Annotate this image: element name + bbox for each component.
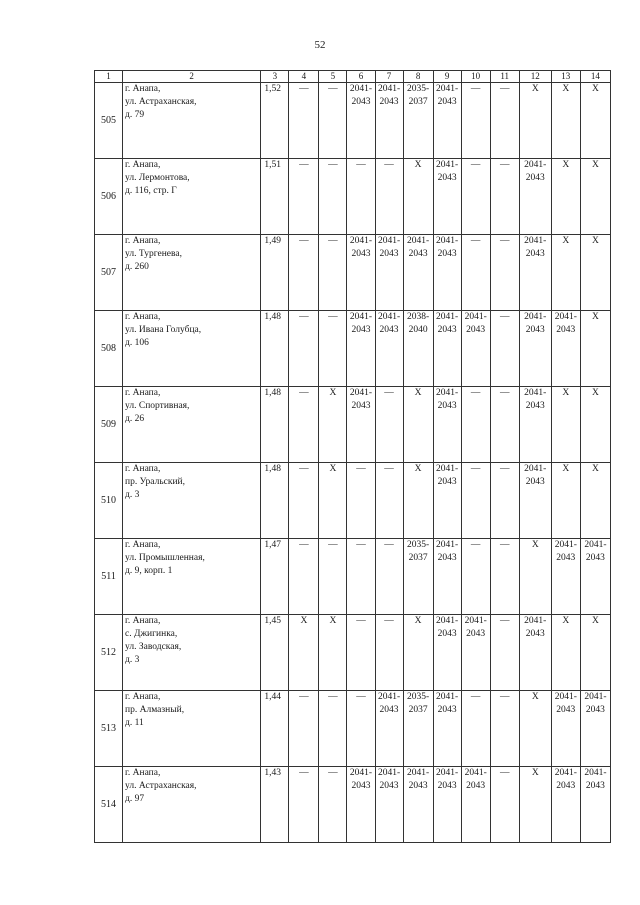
schedule-cell: 2041- 2043 [461,311,490,387]
schedule-cell: — [490,767,519,843]
schedule-cell: — [319,539,347,615]
schedule-cell: 2041- 2043 [519,463,551,539]
schedule-cell: — [347,463,375,539]
schedule-cell: X [580,159,610,235]
row-number: 508 [95,311,123,387]
address-line: ул. Заводская, [125,642,182,652]
address-line: ул. Ивана Голубца, [125,325,202,335]
schedule-cell: 2041- 2043 [551,539,580,615]
address-line: с. Джигинка, [125,629,178,639]
schedule-cell: 2041- 2043 [347,387,375,463]
schedule-cell: 2041- 2043 [519,387,551,463]
capital-repair-schedule-table [94,70,611,843]
schedule-cell: — [289,83,319,159]
schedule-cell: X [403,387,433,463]
address-line: д. 3 [125,490,140,500]
row-number: 505 [95,83,123,159]
area-cell: 1,49 [261,235,289,311]
schedule-cell: 2041- 2043 [347,767,375,843]
address-line: г. Анапа, [125,768,161,778]
address-line: д. 9, корп. 1 [125,566,173,576]
area-cell: 1,47 [261,539,289,615]
address-line: ул. Астраханская, [125,97,197,107]
schedule-cell: — [461,235,490,311]
column-number: 7 [375,71,403,83]
address-cell [123,159,261,235]
schedule-cell: — [461,539,490,615]
address-line: д. 79 [125,110,145,120]
schedule-cell: 2041- 2043 [375,235,403,311]
address-line: д. 3 [125,655,140,665]
schedule-cell: 2041- 2043 [433,767,461,843]
table-row [95,235,611,311]
schedule-cell: 2041- 2043 [347,235,375,311]
schedule-cell: X [580,463,610,539]
schedule-cell: 2041- 2043 [551,767,580,843]
schedule-cell: 2038- 2040 [403,311,433,387]
schedule-cell: X [403,159,433,235]
schedule-cell: — [319,159,347,235]
schedule-cell: 2041- 2043 [433,311,461,387]
schedule-cell: — [490,311,519,387]
schedule-cell: — [289,235,319,311]
schedule-cell: 2041- 2043 [375,311,403,387]
column-number: 8 [403,71,433,83]
address-line: ул. Спортивная, [125,401,190,411]
column-number: 12 [519,71,551,83]
schedule-cell: 2041- 2043 [433,83,461,159]
area-cell: 1,48 [261,463,289,539]
column-number: 3 [261,71,289,83]
schedule-cell: — [319,235,347,311]
address-line: ул. Лермонтова, [125,173,190,183]
row-number: 506 [95,159,123,235]
schedule-cell: X [580,235,610,311]
schedule-cell: — [375,539,403,615]
schedule-cell: — [289,159,319,235]
schedule-cell: — [490,83,519,159]
schedule-cell: 2041- 2043 [519,235,551,311]
schedule-cell: — [461,387,490,463]
schedule-cell: 2041- 2043 [347,83,375,159]
schedule-cell: X [519,691,551,767]
schedule-cell: 2035- 2037 [403,83,433,159]
schedule-cell: — [490,615,519,691]
table-row [95,387,611,463]
address-line: д. 116, стр. Г [125,186,177,196]
column-number: 13 [551,71,580,83]
area-cell: 1,52 [261,83,289,159]
schedule-cell: X [403,615,433,691]
area-cell: 1,45 [261,615,289,691]
schedule-cell: X [319,387,347,463]
schedule-cell: — [490,463,519,539]
schedule-cell: X [403,463,433,539]
schedule-cell: — [289,387,319,463]
schedule-cell: — [461,463,490,539]
schedule-cell: 2041- 2043 [433,539,461,615]
address-line: г. Анапа, [125,464,161,474]
schedule-cell: 2041- 2043 [551,691,580,767]
schedule-cell: 2041- 2043 [519,615,551,691]
schedule-cell: — [319,767,347,843]
schedule-cell: — [461,83,490,159]
schedule-cell: — [490,539,519,615]
schedule-cell: — [490,235,519,311]
area-cell: 1,44 [261,691,289,767]
column-number: 5 [319,71,347,83]
schedule-cell: 2041- 2043 [580,767,610,843]
column-number: 10 [461,71,490,83]
schedule-cell: — [289,463,319,539]
schedule-cell: — [490,159,519,235]
row-number: 507 [95,235,123,311]
schedule-cell: — [319,83,347,159]
row-number: 511 [95,539,123,615]
table-row [95,539,611,615]
schedule-cell: — [375,387,403,463]
address-cell [123,235,261,311]
address-cell [123,387,261,463]
schedule-cell: — [347,159,375,235]
schedule-cell: X [551,615,580,691]
table-row [95,159,611,235]
address-cell [123,767,261,843]
column-number: 6 [347,71,375,83]
schedule-cell: — [289,767,319,843]
row-number: 512 [95,615,123,691]
schedule-cell: — [461,691,490,767]
address-line: г. Анапа, [125,160,161,170]
schedule-cell: 2035- 2037 [403,539,433,615]
schedule-cell: 2035- 2037 [403,691,433,767]
address-line: д. 260 [125,262,149,272]
column-number-row [95,71,611,83]
address-line: пр. Уральский, [125,477,186,487]
schedule-cell: X [580,615,610,691]
schedule-cell: X [580,387,610,463]
schedule-cell: 2041- 2043 [519,159,551,235]
address-line: г. Анапа, [125,388,161,398]
schedule-cell: 2041- 2043 [519,311,551,387]
row-number: 513 [95,691,123,767]
address-line: д. 97 [125,794,145,804]
address-cell [123,615,261,691]
address-line: д. 26 [125,414,145,424]
schedule-cell: X [551,159,580,235]
address-line: г. Анапа, [125,312,161,322]
address-line: пр. Алмазный, [125,705,185,715]
schedule-cell: 2041- 2043 [580,539,610,615]
schedule-cell: X [551,83,580,159]
column-number: 14 [580,71,610,83]
column-number: 9 [433,71,461,83]
schedule-cell: X [519,767,551,843]
schedule-cell: X [319,463,347,539]
address-cell [123,539,261,615]
address-line: д. 11 [125,718,144,728]
schedule-cell: — [375,159,403,235]
schedule-cell: 2041- 2043 [375,767,403,843]
address-line: ул. Тургенева, [125,249,182,259]
schedule-cell: X [551,235,580,311]
schedule-cell: 2041- 2043 [580,691,610,767]
table-row [95,311,611,387]
schedule-cell: 2041- 2043 [347,311,375,387]
schedule-cell: 2041- 2043 [433,615,461,691]
schedule-cell: — [289,311,319,387]
schedule-cell: — [375,615,403,691]
schedule-cell: 2041- 2043 [433,691,461,767]
page-number: 52 [314,39,326,51]
schedule-cell: X [580,311,610,387]
table-row [95,767,611,843]
column-number: 4 [289,71,319,83]
schedule-cell: — [347,691,375,767]
schedule-cell: — [375,463,403,539]
schedule-cell: — [347,539,375,615]
column-number: 2 [123,71,261,83]
row-number: 514 [95,767,123,843]
schedule-cell: — [319,311,347,387]
column-number: 11 [490,71,519,83]
schedule-cell: — [347,615,375,691]
address-cell [123,311,261,387]
schedule-cell: 2041- 2043 [403,767,433,843]
schedule-cell: — [490,691,519,767]
schedule-cell: X [551,387,580,463]
schedule-cell: 2041- 2043 [461,767,490,843]
address-cell [123,463,261,539]
address-line: г. Анапа, [125,616,161,626]
address-line: г. Анапа, [125,84,161,94]
table-row [95,83,611,159]
table-row [95,615,611,691]
schedule-cell: 2041- 2043 [375,691,403,767]
schedule-cell: — [461,159,490,235]
table-row [95,691,611,767]
address-line: ул. Астраханская, [125,781,197,791]
address-line: г. Анапа, [125,692,161,702]
schedule-cell: 2041- 2043 [433,235,461,311]
area-cell: 1,48 [261,387,289,463]
address-cell [123,691,261,767]
schedule-cell: 2041- 2043 [433,387,461,463]
schedule-cell: X [580,83,610,159]
address-line: ул. Промышленная, [125,553,205,563]
schedule-cell: X [289,615,319,691]
schedule-cell: 2041- 2043 [403,235,433,311]
schedule-cell: — [289,691,319,767]
table-row [95,463,611,539]
schedule-cell: 2041- 2043 [433,463,461,539]
address-line: д. 106 [125,338,149,348]
schedule-cell: 2041- 2043 [375,83,403,159]
schedule-cell: 2041- 2043 [551,311,580,387]
area-cell: 1,43 [261,767,289,843]
schedule-cell: — [289,539,319,615]
row-number: 509 [95,387,123,463]
schedule-cell: X [519,83,551,159]
address-cell [123,83,261,159]
schedule-cell: X [551,463,580,539]
column-number: 1 [95,71,123,83]
schedule-cell: — [490,387,519,463]
schedule-cell: 2041- 2043 [433,159,461,235]
schedule-cell: — [319,691,347,767]
schedule-cell: 2041- 2043 [461,615,490,691]
schedule-cell: X [519,539,551,615]
schedule-cell: X [319,615,347,691]
address-line: г. Анапа, [125,236,161,246]
area-cell: 1,51 [261,159,289,235]
address-line: г. Анапа, [125,540,161,550]
area-cell: 1,48 [261,311,289,387]
row-number: 510 [95,463,123,539]
